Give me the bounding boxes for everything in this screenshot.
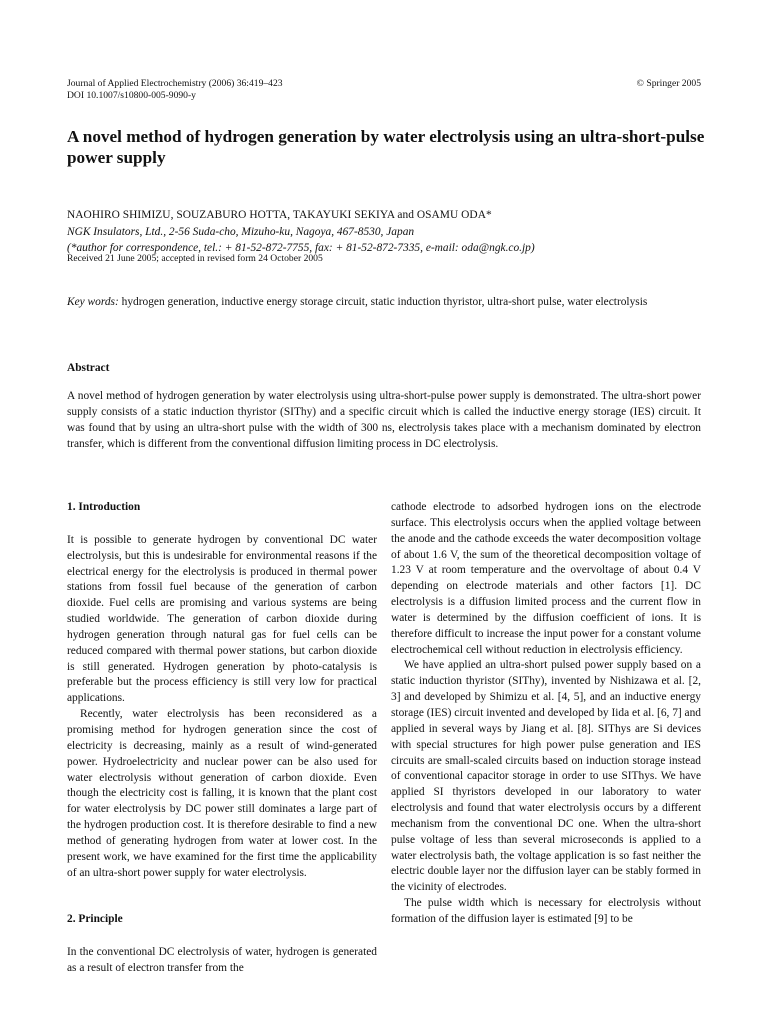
abstract-heading: Abstract <box>67 362 110 374</box>
journal-header <box>67 78 283 102</box>
section-heading-introduction: 1. Introduction <box>67 501 141 513</box>
right-column <box>391 500 701 928</box>
paragraph: It is possible to generate hydrogen by conventional DC water electrolysis, but this is undesirable for environmental reasons if the electrical energy for the electrolysis is produced in thermal power stations from fossil fuel because of the generation of carbon dioxide. Fuel cells are promising and various systems are being studied worldwide. The generation of carbon dioxide during hydrogen generation through natural gas for fuel cells can be reduced compared with thermal power stations, but carbon dioxide is still generated. Hydrogen generation by photo-catalysis is preferable but the process efficiency is still very low for practical applications. <box>67 533 377 705</box>
abstract-text: A novel method of hydrogen generation by water electrolysis using ultra-short-pulse power supply is demonstrated. The ultra-short power supply consists of a static induction thyristor (SIThy) and a specific circuit which is called the inductive energy storage (IES) circuit. It was found that by using an ultra-short pulse with the width of 300 ns, electrolysis takes place with a mechanism dominated by electron transfer, which is different from the conventional diffusion limiting process in DC electrolysis. <box>67 390 701 451</box>
paragraph: The pulse width which is necessary for electrolysis without formation of the diffusion layer is estimated [9] to be <box>391 897 701 925</box>
author-block <box>67 207 707 257</box>
paragraph: In the conventional DC electrolysis of water, hydrogen is generated as a result of electron transfer from the <box>67 946 377 975</box>
paragraph: Recently, water electrolysis has been reconsidered as a promising method for hydrogen generation since the cost of electricity is decreasing, mainly as a result of wind-generated power. Hydroelectricity and nuclear power can be also used for water electrolysis without generation of carbon dioxide. Even though the electricity cost is falling, it is known that the plant cost for water electrolysis by DC power still dominates a large part of the hydrogen production cost. It is therefore desirable to find a new method of generating hydrogen from water at lower cost. In the present work, we have examined for the first time the applicability of an ultra-short power supply for water electrolysis. <box>67 708 377 879</box>
paragraph: cathode electrode to adsorbed hydrogen ions on the electrode surface. This electrolysis occurs when the applied voltage between the anode and the cathode exceeds the water decomposition voltage of about 1.6 V, the sum of the theoretical decomposition voltage of 1.23 V at room temperature and the overvoltage of about 0.4 V depending on electrode materials and other factors [1]. DC electrolysis is a diffusion limited process and the current flow in water is determined by the diffusion coefficient of ions. It is therefore difficult to increase the input power for a constant volume electrochemical cell without reduction in electrolysis efficiency. <box>391 501 701 656</box>
publisher-copyright: © Springer 2005 <box>636 78 701 89</box>
paragraph: We have applied an ultra-short pulsed power supply based on a static induction thyristor (SIThy), invented by Nishizawa et al. [2, 3] and developed by Shimizu et al. [4, 5], and an inductive energy storage (IES) circuit invented and developed by Iida et al. [6, 7] and applied in several ways by Jiang et al. [8]. SIThys are Si devices with special structures for high power pulse generation and IES circuits are small-scaled circuits based on induction storage instead of conventional capacitor storage in order to use SIThys. We have applied SI thyristors developed in our laboratory to water electrolysis and found that water electrolysis occurs by a different mechanism from the conventional DC one. When the ultra-short pulse voltage of less than several microseconds is applied to a water electrolysis bath, the voltage application is so fast neither the electric double layer nor the diffusion layer can be stably formed in the vicinity of electrodes. <box>391 659 701 894</box>
keywords <box>67 294 701 311</box>
paper-title: A novel method of hydrogen generation by water electrolysis using an ultra-short-pulse power supply <box>67 127 705 167</box>
left-column <box>67 500 377 977</box>
author-names: NAOHIRO SHIMIZU, SOUZABURO HOTTA, TAKAYUKI SEKIYA and OSAMU ODA* <box>67 209 492 221</box>
doi[interactable]: DOI 10.1007/s10800-005-9090-y <box>67 90 196 101</box>
correspondence-info: (*author for correspondence, tel.: + 81-52-872-7755, fax: + 81-52-872-7335, e-mail: oda@ngk.co.jp) <box>67 242 535 254</box>
author-affiliation: NGK Insulators, Ltd., 2-56 Suda-cho, Mizuho-ku, Nagoya, 467-8530, Japan <box>67 225 415 238</box>
keywords-text: hydrogen generation, inductive energy storage circuit, static induction thyristor, ultra-short pulse, water electrolysis <box>121 296 648 308</box>
section-heading-principle: 2. Principle <box>67 913 123 926</box>
journal-citation: Journal of Applied Electrochemistry (2006) 36:419–423 <box>67 78 283 89</box>
keywords-label: Key words: <box>67 296 119 308</box>
received-dates: Received 21 June 2005; accepted in revised form 24 October 2005 <box>67 253 323 264</box>
